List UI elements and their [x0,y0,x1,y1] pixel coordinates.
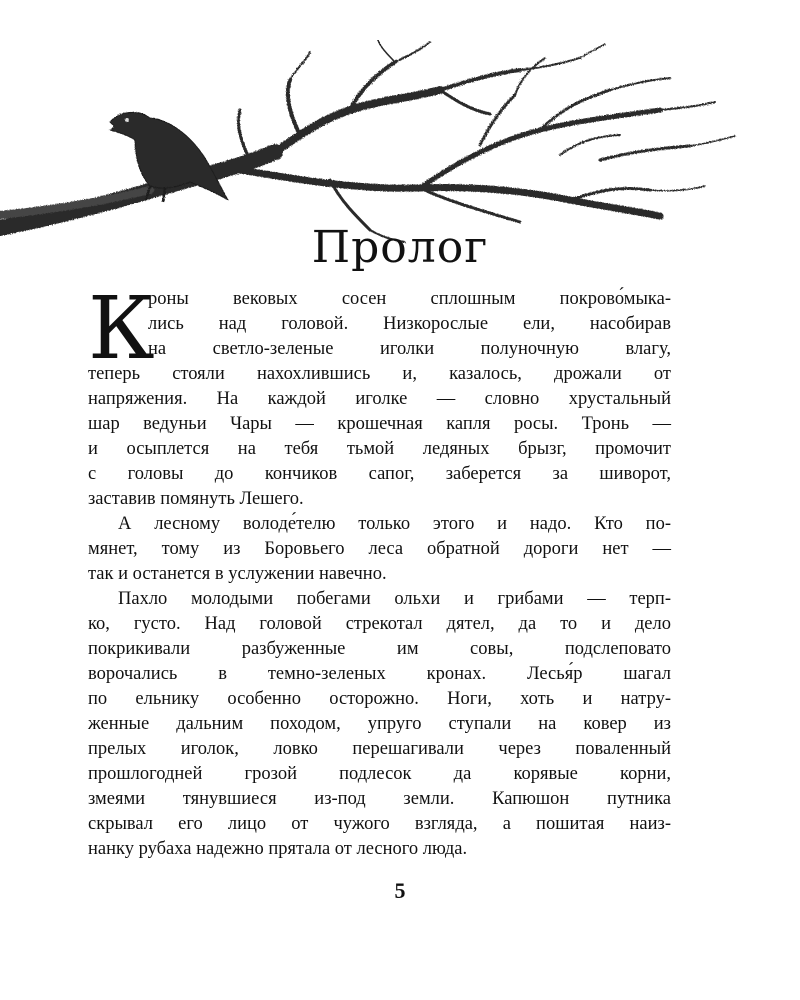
paragraph [88,279,671,512]
text-line: и осыплется на тебя тьмой ледяных брызг, промочит [88,439,671,459]
chapter-title: Пролог [311,222,489,273]
page-number: 5 [394,878,406,903]
text-line: так и останется в услужении навечно. [88,564,387,584]
drop-cap-letter: К [88,279,155,379]
text-line: прошлогодней грозой подлесок да корявые корни, [88,764,671,784]
text-line: шар ведуньи Чары — крошечная капля росы. Тронь — [88,414,671,434]
text-line: мянет, тому из Боровьего леса обратной дороги нет — [88,539,671,559]
text-line: напряжения. На каждой иголке — словно хрустальный [88,389,671,409]
text-line: с головы до кончиков сапог, заберется за шиворот, [88,464,671,484]
text-line: скрывал его лицо от чужого взгляда, а пошитая наиз- [88,814,671,834]
text-line: теперь стояли нахохлившись и, казалось, дрожали от [88,364,671,384]
text-line: А лесному володе́телю только этого и надо. Кто по- [118,514,671,534]
text-line: на светло-зеленые иголки полуночную влагу, [148,339,671,359]
text-line: роны вековых сосен сплошным покрово́мыка- [148,289,671,309]
paragraph [88,512,671,587]
tree-branch-with-raven-illustration [0,40,800,250]
body-text [88,279,671,862]
text-line: ко, густо. Над головой стрекотал дятел, да то и дело [88,614,671,634]
text-line: лись над головой. Низкорослые ели, насобирав [148,314,671,334]
text-line: по ельнику особенно осторожно. Ноги, хоть и натру- [88,689,671,709]
text-line: ворочались в темно-зеленых кронах. Лесья́р шагал [88,664,671,684]
text-line: покрикивали разбуженные им совы, подслеповато [88,639,671,659]
text-line: прелых иголок, ловко перешагивали через поваленный [88,739,671,759]
text-line: женные дальним походом, упруго ступали на ковер из [88,714,671,734]
text-line: змеями тянувшиеся из-под земли. Капюшон путника [88,789,671,809]
paragraph [88,587,671,862]
text-line: нанку рубаха надежно прятала от лесного люда. [88,839,468,859]
text-line: Пахло молодыми побегами ольхи и грибами — терп- [118,589,671,609]
text-line: заставив помянуть Лешего. [88,489,304,509]
